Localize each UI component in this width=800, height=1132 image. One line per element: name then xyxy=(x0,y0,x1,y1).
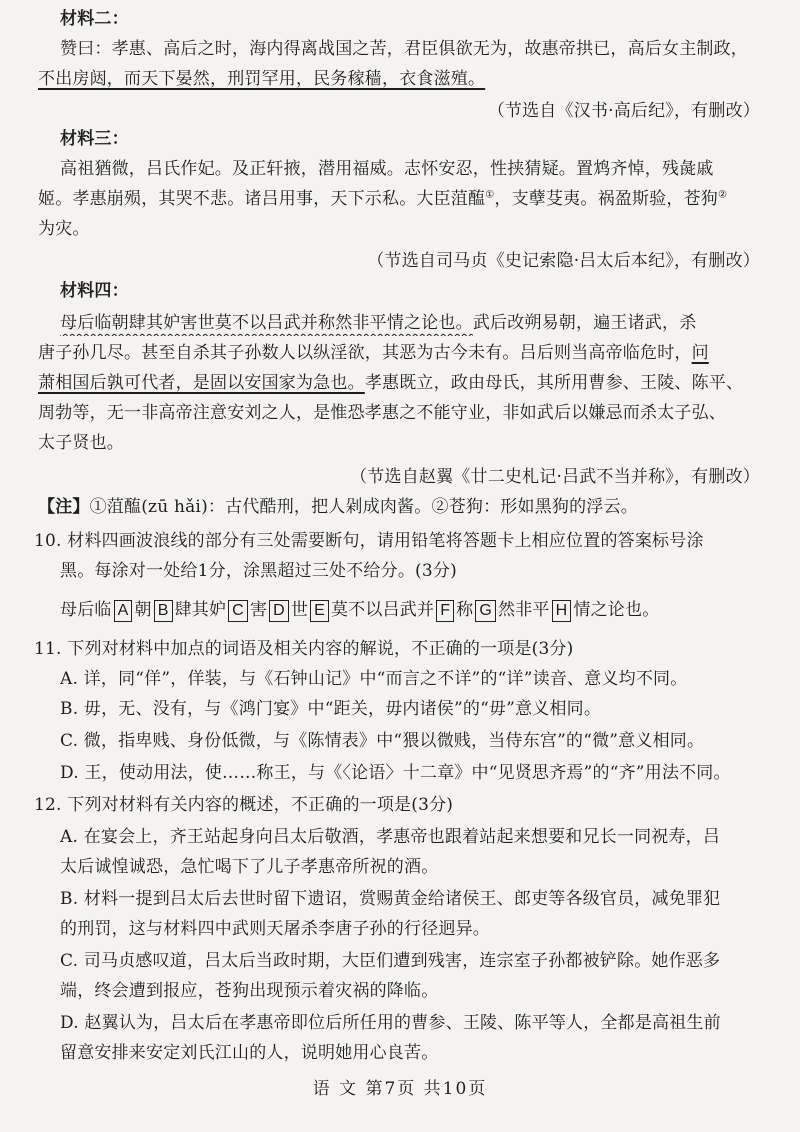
answer-box-e[interactable]: E xyxy=(310,600,329,622)
segment-text: 莫不以吕武并 xyxy=(330,600,435,620)
segment-text: 然非平 xyxy=(498,600,550,620)
question-12-stem: 12. 下列对材料有关内容的概述，不正确的一项是(3分) xyxy=(34,795,454,815)
material-2-title: 材料二： xyxy=(60,9,129,29)
material-3-line-2 xyxy=(38,186,760,212)
question-10-line-1: 10. 材料四画波浪线的部分有三处需要断句，请用铅笔将答题卡上相应位置的答案标号涂 xyxy=(34,531,704,551)
material-2-underlined-text: 不出房闼，而天下晏然，刑罚罕用，民务稼穑，衣食滋殖。 xyxy=(38,69,486,89)
material-4-line-2 xyxy=(38,340,760,366)
question-11-option-a[interactable]: A. 详，同“佯”，佯装，与《石钟山记》中“而言之不详”的“详”读音、意义均不同。 xyxy=(60,669,688,689)
question-10-line-2: 黑。每涂对一处给1分，涂黑超过三处不给分。(3分) xyxy=(60,561,457,581)
answer-box-h[interactable]: H xyxy=(552,600,572,622)
footnote-mark-2: ② xyxy=(717,189,728,201)
material-4-line-1 xyxy=(60,310,760,336)
page-footer: 语 文 第7页 共10页 xyxy=(312,1079,488,1099)
material-3-text: ，支孽芟夷。祸盈斯验，苍狗 xyxy=(494,189,718,209)
segment-text: 称 xyxy=(456,600,474,620)
material-4-text: 武后改朔易朝，遍王诸武，杀 xyxy=(472,313,697,333)
material-3-text: 姬。孝惠崩殒，其哭不悲。诸吕用事，天下示私。大臣菹醢 xyxy=(38,189,486,209)
material-4-title: 材料四： xyxy=(60,281,129,301)
annotation-note xyxy=(38,494,760,520)
question-10-segmentation xyxy=(60,596,760,624)
material-3-source: （节选自司马贞《史记索隐·吕太后本纪》，有删改） xyxy=(367,251,760,271)
question-11-option-b[interactable]: B. 毋，无、没有，与《鸿门宴》中“距关，毋内诸侯”的“毋”意义相同。 xyxy=(60,699,602,719)
question-12-option-d-cont: 留意安排来安定刘氏江山的人，说明她用心良苦。 xyxy=(60,1043,439,1063)
question-12-option-b-cont: 的刑罚，这与材料四中武则天屠杀李唐子孙的行径迥异。 xyxy=(60,919,490,939)
segment-text: 情之论也。 xyxy=(573,600,660,620)
question-12-option-c[interactable]: C. 司马贞感叹道，吕太后当政时期，大臣们遭到残害，连宗室子孙都被铲除。她作恶多 xyxy=(60,951,721,971)
question-11-option-c[interactable]: C. 微，指卑贱、身份低微，与《陈情表》中“猥以微贱，当侍东宫”的“微”意义相同。 xyxy=(60,731,705,751)
material-4-source: （节选自赵翼《廿二史札记·吕武不当并称》，有删改） xyxy=(350,467,760,487)
question-11-stem: 11. 下列对材料中加点的词语及相关内容的解说，不正确的一项是(3分) xyxy=(34,639,574,659)
material-3-line-1: 高祖猶微，吕氏作妃。及正轩掖，潜用福威。志怀安忍，性挟猜疑。置鸩齐悼，残彘戚 xyxy=(60,159,714,179)
material-3-title: 材料三： xyxy=(60,129,129,149)
segment-text: 母后临 xyxy=(60,600,112,620)
material-2-source: （节选自《汉书·高后纪》，有删改） xyxy=(487,101,760,121)
underlined-text: 问 xyxy=(691,343,709,363)
note-label: 【注】 xyxy=(38,497,90,517)
material-4-text: 唐子孙几尽。甚至自杀其子孙数人以纵淫欲，其恶为古今未有。吕后则当高帝临危时， xyxy=(38,343,692,363)
answer-box-d[interactable]: D xyxy=(269,600,289,622)
underlined-text: 萧相国后孰可代者，是固以安国家为急也。 xyxy=(38,373,365,393)
answer-box-g[interactable]: G xyxy=(475,600,496,622)
segment-text: 世 xyxy=(290,600,309,620)
footnote-mark-1: ① xyxy=(485,189,495,201)
answer-box-a[interactable]: A xyxy=(114,600,133,622)
material-4-line-5: 太子贤也。 xyxy=(38,433,124,453)
material-4-text: 孝惠既立，政由母氏，其所用曹参、王陵、陈平、 xyxy=(364,373,744,393)
question-12-option-a-cont: 太后诚惶诚恐，急忙喝下了儿子孝惠帝所祝的酒。 xyxy=(60,857,439,877)
segment-text: 害 xyxy=(249,600,268,620)
material-2-line-1: 赞曰：孝惠、高后之时，海内得离战国之苦，君臣俱欲无为，故惠帝拱已，高后女主制政， xyxy=(60,39,748,59)
question-12-option-a[interactable]: A. 在宴会上，齐王站起身向吕太后敬酒，孝惠帝也跟着站起来想要和兄长一同祝寿，吕 xyxy=(60,827,721,847)
material-4-line-3 xyxy=(38,370,760,396)
wavy-underlined-text: 母后临朝肆其妒害世莫不以吕武并称然非平情之论也。 xyxy=(60,313,473,333)
question-12-option-c-cont: 端，终会遭到报应，苍狗出现预示着灾祸的降临。 xyxy=(60,981,439,1001)
question-11-option-d[interactable]: D. 王，使动用法，使……称王，与《〈论语〉十二章》中“见贤思齐焉”的“齐”用法不同。 xyxy=(60,763,731,783)
answer-box-c[interactable]: C xyxy=(228,600,248,622)
material-2-line-2 xyxy=(38,66,760,92)
segment-text: 朝 xyxy=(134,600,152,620)
material-4-line-4: 周勃等，无一非高帝注意安刘之人，是惟恐孝惠之不能守业，非如武后以嫌忌而杀太子弘、 xyxy=(38,403,726,423)
question-12-option-d[interactable]: D. 赵翼认为，吕太后在孝惠帝即位后所任用的曹参、王陵、陈平等人，全都是高祖生前 xyxy=(60,1013,721,1033)
answer-box-f[interactable]: F xyxy=(436,600,454,622)
material-3-line-3: 为灾。 xyxy=(38,219,90,239)
note-text: ①菹醢(zū hǎi)：古代酷刑，把人剁成肉酱。②苍狗：形如黑狗的浮云。 xyxy=(89,497,638,517)
question-12-option-b[interactable]: B. 材料一提到吕太后去世时留下遗诏，赏赐黄金给诸侯王、郎吏等各级官员，减免罪犯 xyxy=(60,889,721,909)
answer-box-b[interactable]: B xyxy=(154,600,173,622)
segment-text: 肆其妒 xyxy=(174,600,227,620)
